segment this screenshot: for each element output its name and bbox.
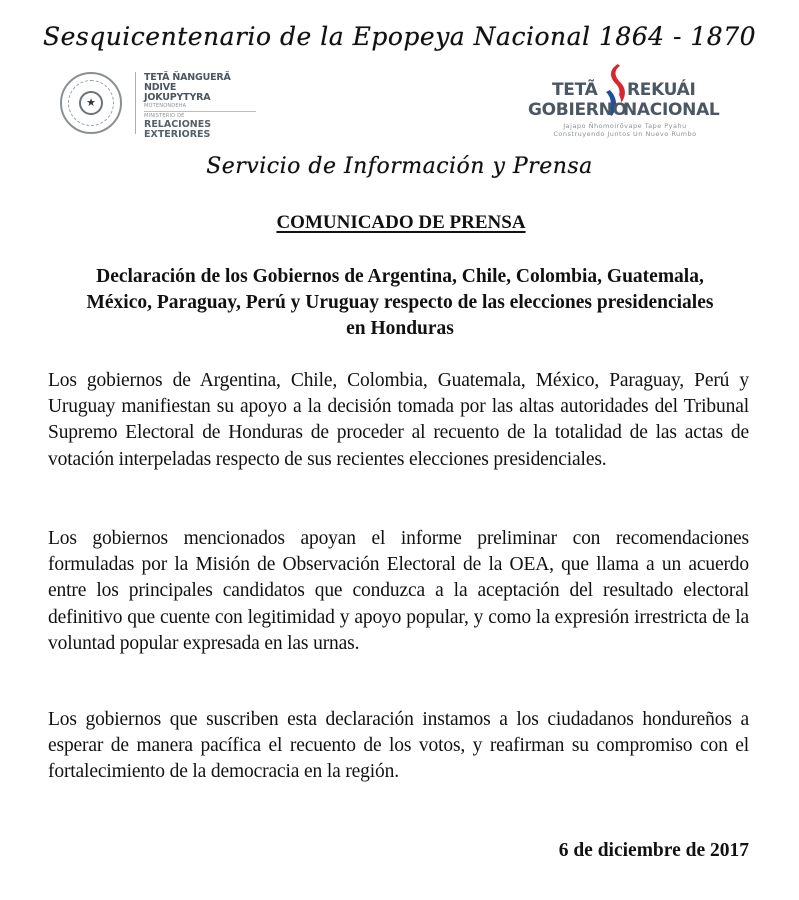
logo-word-rekuai: REKUÁI <box>627 80 696 100</box>
logo-tagline-spanish: Construyendo Juntos Un Nuevo Rumbo <box>553 130 697 138</box>
logo-tagline-guarani: Jajapo Ñhomoirõvape Tape Pyahu <box>563 122 687 130</box>
ministry-small1: MOTENONDEHA <box>144 103 187 109</box>
paragraph-3: Los gobiernos que suscriben esta declaración instamos a los ciudadanos hondureños a esperar de manera pacífica el recuento de los votos, y reafirman su compromiso con el fortalecimiento de la democracia en la región. <box>48 709 749 783</box>
star-icon: ★ <box>79 91 103 115</box>
logo-word-gobierno: GOBIERNO <box>528 100 627 120</box>
heading-text: COMUNICADO DE PRENSA <box>276 212 526 233</box>
document-subheading: Declaración de los Gobiernos de Argentina, Chile, Colombia, Guatemala, México, Paraguay, Perú y Uruguay respecto de las elecciones presidenciales en Honduras <box>86 266 714 339</box>
ministry-line2: JOKUPYTYRA <box>144 92 211 103</box>
logo-word-nacional: NACIONAL <box>623 100 720 120</box>
ministry-big1: RELACIONES <box>144 119 212 130</box>
document-heading <box>51 212 751 234</box>
logo-divider <box>135 72 136 134</box>
ministry-name <box>144 73 264 140</box>
ministry-rule <box>144 111 256 112</box>
paragraph-1: Los gobiernos de Argentina, Chile, Colombia, Guatemala, México, Paraguay, Perú y Uruguay manifiestan su apoyo a la decisión tomada por las altas autoridades del Tribunal Supremo Electoral de Honduras de proceder al recuento de la totalidad de las actas de votación interpeladas respecto de sus recientes elecciones presidenciales. <box>48 370 749 470</box>
ministry-logo <box>58 70 268 140</box>
ministry-big2: EXTERIORES <box>144 129 211 140</box>
ministry-small2: MINISTERIO DE <box>144 113 185 119</box>
service-title: Servicio de Información y Prensa <box>206 154 593 179</box>
paragraph-2: Los gobiernos mencionados apoyan el informe preliminar con recomendaciones formuladas por la Misión de Observación Electoral de la OEA, que llama a un acuerdo entre los principales candidatos que conduzca a la aceptación del resultado electoral definitivo que cuente con legitimidad y apoyo popular, y como la expresión irrestricta de la voluntad popular expresada en las urnas. <box>48 528 749 654</box>
document-date: 6 de diciembre de 2017 <box>558 840 749 861</box>
logo-word-teta: TETÃ <box>552 80 598 100</box>
government-logo <box>520 62 730 140</box>
banner-title: Sesquicentenario de la Epopeya Nacional 1864 - 1870 <box>42 22 757 51</box>
national-seal-icon <box>60 72 122 134</box>
ministry-line1: TETÃ ÑANGUERÃ NDIVE <box>144 72 231 93</box>
